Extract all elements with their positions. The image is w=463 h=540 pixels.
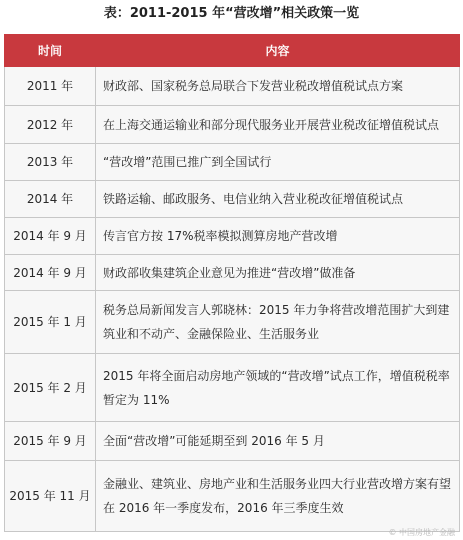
table-title: 表：2011-2015 年“营改增”相关政策一览 [103,6,360,21]
row-time: 2015 年 9 月 [5,422,96,461]
table-row [5,181,460,218]
row-content: “营改增”范围已推广到全国试行 [96,144,460,181]
table-row [5,144,460,181]
row-content: 财政部收集建筑企业意见为推进“营改增”做准备 [96,255,460,291]
row-time: 2014 年 9 月 [5,218,96,255]
row-content: 2015 年将全面启动房地产领域的“营改增”试点工作，增值税税率暂定为 11% [96,354,460,422]
table-row [5,67,460,106]
row-time: 2015 年 2 月 [5,354,96,422]
table-row [5,291,460,354]
row-content: 税务总局新闻发言人郭晓林：2015 年力争将营改增范围扩大到建筑业和不动产、金融保险业、生活服务业 [96,291,460,354]
policy-table [4,34,460,532]
row-time: 2014 年 [5,181,96,218]
row-content: 在上海交通运输业和部分现代服务业开展营业税改征增值税试点 [96,106,460,144]
watermark: © 中国房地产金融 [388,528,455,537]
table-row [5,218,460,255]
table-header-row [5,35,460,67]
row-time: 2015 年 11 月 [5,461,96,532]
row-time: 2013 年 [5,144,96,181]
row-content: 财政部、国家税务总局联合下发营业税改增值税试点方案 [96,67,460,106]
table-row [5,461,460,532]
table-row [5,422,460,461]
column-header-time: 时间 [5,35,96,67]
row-content: 金融业、建筑业、房地产业和生活服务业四大行业营改增方案有望在 2016 年一季度发布，2016 年三季度生效 [96,461,460,532]
row-time: 2015 年 1 月 [5,291,96,354]
table-row [5,255,460,291]
table-row [5,354,460,422]
row-time: 2012 年 [5,106,96,144]
row-time: 2014 年 9 月 [5,255,96,291]
row-content: 全面“营改增”可能延期至到 2016 年 5 月 [96,422,460,461]
row-time: 2011 年 [5,67,96,106]
row-content: 传言官方按 17%税率模拟测算房地产营改增 [96,218,460,255]
row-content: 铁路运输、邮政服务、电信业纳入营业税改征增值税试点 [96,181,460,218]
column-header-content: 内容 [96,35,460,67]
table-row [5,106,460,144]
